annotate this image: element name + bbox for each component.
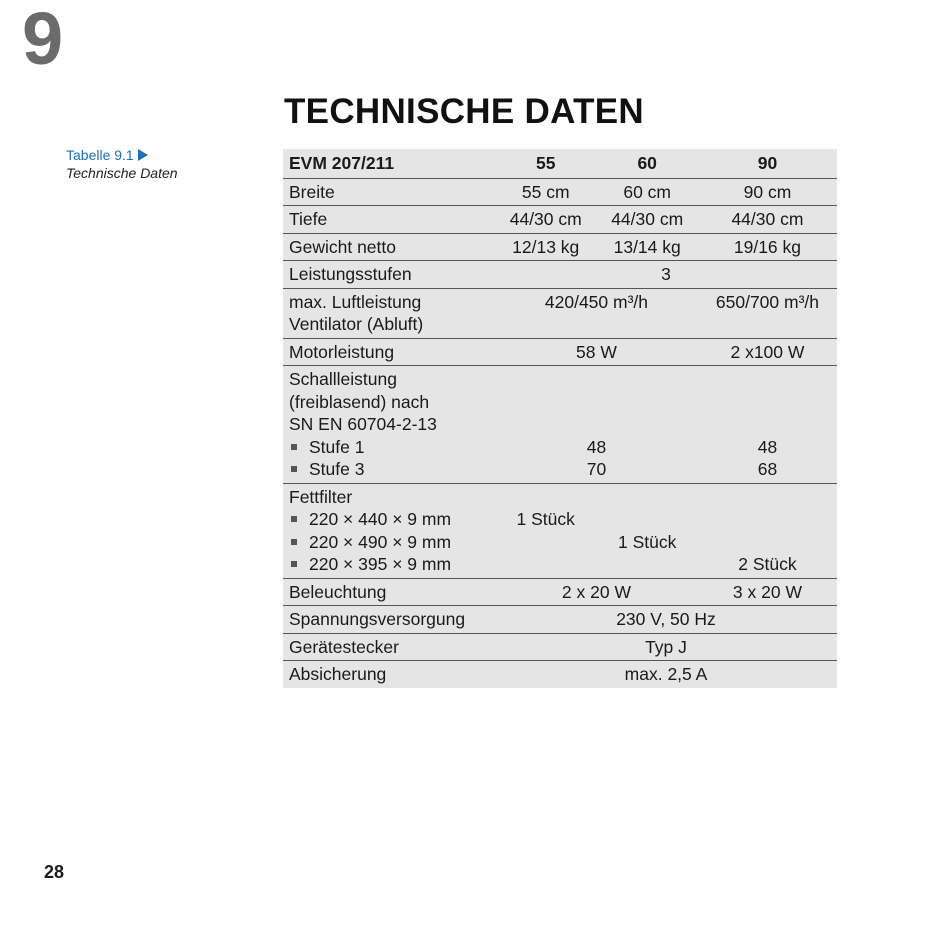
row-label: Gewicht netto: [289, 236, 396, 257]
cell-value: [495, 366, 698, 484]
cell-value: 13/14 kg: [613, 236, 681, 257]
row-label-line: Ventilator (Abluft): [289, 314, 424, 334]
list-item: [289, 553, 489, 576]
list-item: [289, 436, 489, 459]
cell-value: [596, 483, 697, 578]
cell-value: 3: [661, 264, 671, 284]
row-label-line: Schallleistung: [289, 369, 397, 389]
cell-value: 60 cm: [623, 181, 671, 202]
row-label: Breite: [289, 181, 335, 202]
row-label-line: SN EN 60704-2-13: [289, 414, 437, 434]
row-label: [283, 288, 495, 338]
table-header-row: [283, 149, 837, 178]
list-item-text: 220 × 490 × 9 mm: [309, 531, 452, 552]
cell-value: 12/13 kg: [512, 236, 580, 257]
row-label: Leistungsstufen: [289, 264, 412, 284]
cell-value: 58 W: [576, 341, 617, 362]
row-label: Gerätestecker: [289, 636, 399, 657]
table-row: [283, 261, 837, 289]
table-caption: [66, 146, 178, 182]
caption-arrow-icon: [138, 149, 148, 161]
cell-value-line: 70: [586, 459, 607, 479]
cell-value: 90 cm: [743, 181, 792, 202]
table-row: [283, 206, 837, 234]
cell-value-line: 1 Stück: [516, 509, 575, 529]
spec-table: [283, 149, 837, 688]
list-item-text: 220 × 440 × 9 mm: [309, 509, 452, 529]
cell-value: Typ J: [645, 636, 687, 657]
header-model: EVM 207/211: [289, 153, 395, 173]
bullet-icon: [291, 561, 297, 567]
row-label: Spannungsversorgung: [289, 609, 466, 629]
table-row: [283, 633, 837, 661]
cell-value-line: 2 Stück: [738, 554, 797, 574]
table-row: [283, 661, 837, 688]
cell-value-line: 1 Stück: [617, 531, 677, 552]
table-row: [283, 178, 837, 206]
table-row: [283, 338, 837, 366]
bullet-icon: [291, 516, 297, 522]
cell-value-line: 48: [586, 436, 607, 457]
cell-value: 44/30 cm: [611, 209, 684, 229]
bullet-icon: [291, 466, 297, 472]
bullet-icon: [291, 539, 297, 545]
cell-value: 44/30 cm: [731, 209, 804, 229]
table-row: [283, 366, 837, 484]
list-item: [289, 531, 489, 554]
cell-value-line: 48: [757, 436, 778, 457]
cell-value: [698, 483, 837, 578]
table-row: [283, 606, 837, 634]
cell-value: 44/30 cm: [509, 209, 582, 229]
cell-value: [698, 366, 837, 484]
row-label: Beleuchtung: [289, 581, 387, 602]
row-label-line: Fettfilter: [289, 486, 353, 507]
cell-value: [495, 483, 596, 578]
header-col-60: 60: [637, 153, 657, 173]
list-item-text: Stufe 1: [309, 436, 365, 457]
cell-value: 19/16 kg: [733, 236, 802, 257]
row-label-line: (freiblasend) nach: [289, 391, 430, 412]
cell-value: 230 V, 50 Hz: [616, 609, 716, 629]
cell-value: 55 cm: [521, 181, 570, 202]
cell-value: 2 x100 W: [730, 341, 805, 362]
header-col-55: 55: [535, 153, 556, 173]
row-label: [283, 366, 495, 484]
header-col-90: 90: [757, 153, 778, 173]
table-row: [283, 483, 837, 578]
cell-value: max. 2,5 A: [624, 664, 708, 684]
cell-value: 2 x 20 W: [561, 581, 631, 602]
table-row: [283, 288, 837, 338]
row-label: Motorleistung: [289, 341, 395, 362]
cell-value: 650/700 m³/h: [715, 291, 820, 312]
caption-text: Technische Daten: [66, 165, 178, 181]
cell-value: 420/450 m³/h: [544, 291, 649, 312]
cell-value: 3 x 20 W: [732, 581, 802, 602]
page-number: 28: [44, 862, 65, 882]
cell-value-line: 68: [757, 459, 778, 479]
list-item: [289, 458, 489, 481]
row-label-line: max. Luftleistung: [289, 291, 422, 312]
row-label: Tiefe: [289, 209, 328, 229]
list-item-text: 220 × 395 × 9 mm: [309, 554, 452, 574]
table-row: [283, 578, 837, 606]
list-item: [289, 508, 489, 531]
chapter-number: 9: [22, 0, 64, 80]
row-label: [283, 483, 495, 578]
row-label: Absicherung: [289, 664, 387, 684]
bullet-icon: [291, 444, 297, 450]
caption-label: Tabelle 9.1: [66, 147, 134, 163]
section-title: TECHNISCHE DATEN: [284, 92, 644, 131]
list-item-text: Stufe 3: [309, 459, 365, 479]
table-row: [283, 233, 837, 261]
